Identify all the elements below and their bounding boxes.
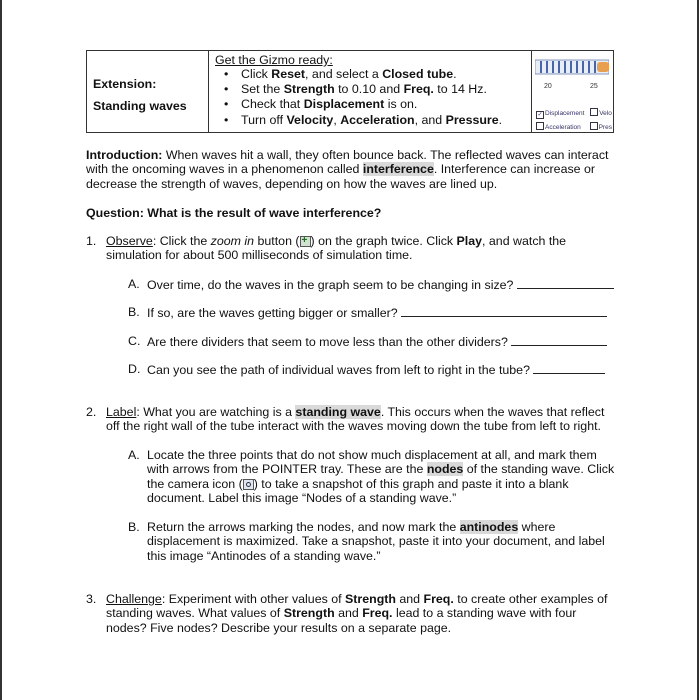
answer-blank[interactable] [511,334,607,346]
header-table [86,50,614,133]
displacement-checkbox-label: Displacement [545,110,585,117]
tube-ruler-graphic [535,57,609,77]
pressure-checkbox-label: Pres [598,124,612,131]
acceleration-checkbox-label: Acceleration [545,124,581,131]
velocity-checkbox-label: Velo [599,110,612,117]
checkbox-row-2 [536,122,612,131]
extension-label: Extension: [93,77,157,91]
zoom-in-icon [300,236,311,247]
gizmo-thumbnail [532,51,613,132]
answer-blank[interactable] [401,305,607,317]
page-edge-right [697,0,699,700]
setup-item: • Set the Strength to 0.10 and Freq. to 14 Hz. [215,82,502,97]
checkbox-row-1 [536,108,612,119]
setup-item: • Click Reset, and select a Closed tube. [215,67,502,82]
introduction-paragraph: Introduction: When waves hit a wall, they often bounce back. The reflected waves can interact with the oncoming waves in a phenomenon called interference. Interference can increase or decrease the strength of waves, depending on how the waves are lined up. [86,148,609,191]
page-edge-left [0,0,2,700]
checkbox-unchecked-icon [536,122,544,130]
header-instructions-cell [209,51,532,132]
answer-blank[interactable] [533,362,605,374]
setup-list [215,67,502,128]
scale-label-20: 20 [544,83,552,90]
checkbox-unchecked-icon [590,122,598,130]
header-left-cell [87,51,209,132]
scale-label-25: 25 [590,83,598,90]
checkbox-checked-icon: ✓ [537,112,543,118]
camera-icon [243,479,254,490]
extension-title: Standing waves [93,99,187,113]
question-heading: Question: What is the result of wave interference? [86,206,382,220]
setup-item: • Turn off Velocity, Acceleration, and Pressure. [215,113,502,128]
checkbox-unchecked-icon [590,108,598,116]
gizmo-ready-heading: Get the Gizmo ready: [215,53,333,67]
answer-blank[interactable] [517,277,614,289]
setup-item: • Check that Displacement is on. [215,97,502,112]
